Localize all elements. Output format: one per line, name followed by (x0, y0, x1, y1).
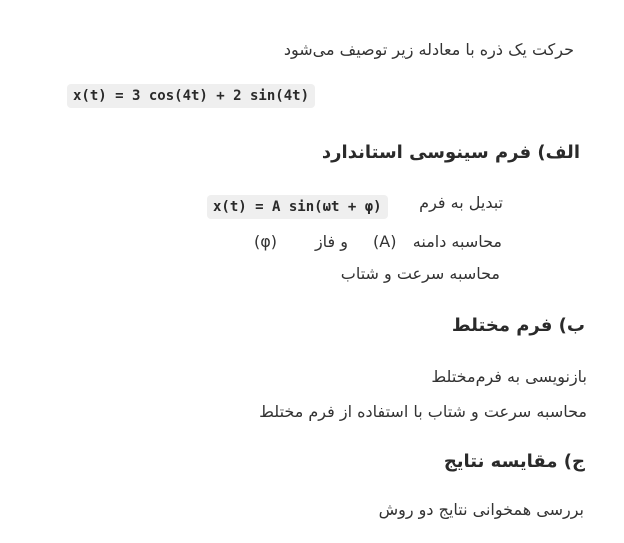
phase-symbol: (φ) (254, 232, 278, 251)
main-equation: x(t) = 3 cos(4t) + 2 sin(4t) (67, 84, 315, 108)
section-b-item2-text: محاسبه سرعت و شتاب با استفاده از فرم مختلط (259, 402, 587, 421)
section-b-title: ب) فرم مختلط (451, 315, 585, 336)
section-c-title: ج) مقایسه نتایج (443, 451, 585, 472)
amplitude-symbol: (A) (373, 232, 397, 251)
standard-form-equation: x(t) = A sin(ωt + φ) (207, 195, 388, 219)
section-a-item3-text: محاسبه سرعت و شتاب (340, 264, 500, 283)
section-a-item1-text: تبدیل به فرم (419, 193, 503, 212)
section-c-item1-text: بررسی همخوانی نتایج دو روش (378, 500, 584, 519)
section-b-item1-text: بازنویسی به فرم‌مختلط (431, 367, 587, 386)
section-a-item2-text-a: محاسبه دامنه (412, 232, 502, 251)
intro-text: حرکت یک ذره با معادله زیر توصیف می‌شود (283, 40, 574, 59)
section-a-title: الف) فرم سینوسی استاندارد (321, 142, 580, 163)
section-a-item2-text-b: و فاز (314, 232, 348, 251)
